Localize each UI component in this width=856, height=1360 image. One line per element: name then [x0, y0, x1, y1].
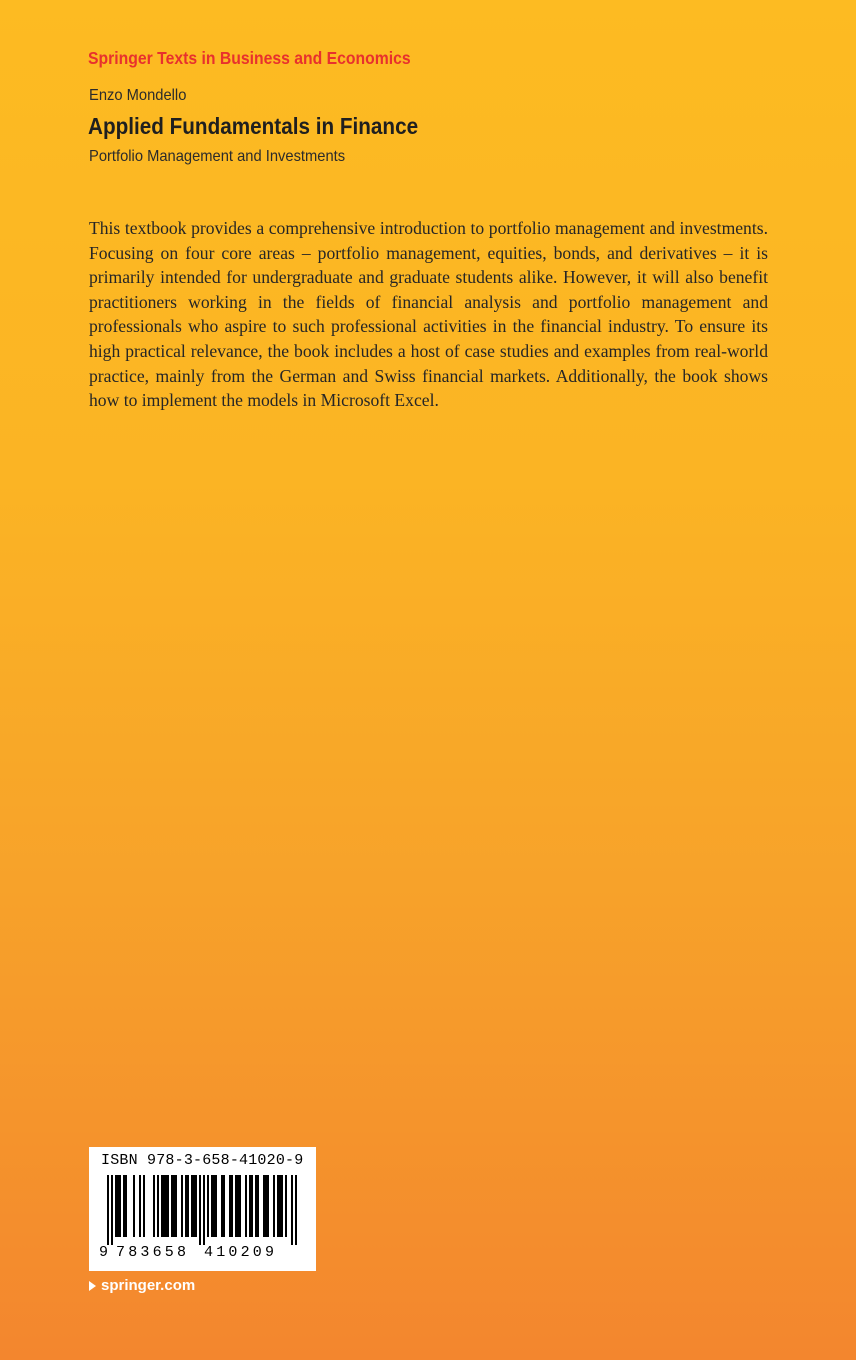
barcode-bar — [173, 1175, 175, 1237]
barcode-bar — [185, 1175, 187, 1237]
barcode-bar — [203, 1175, 205, 1245]
barcode-digit-first: 9 — [99, 1244, 109, 1261]
publisher-website-link[interactable] — [89, 1277, 195, 1294]
series-name: Springer Texts in Business and Economics — [88, 48, 411, 68]
arrow-right-icon — [89, 1281, 96, 1291]
barcode-bar — [281, 1175, 283, 1237]
barcode-bar — [229, 1175, 231, 1237]
barcode-bar — [171, 1175, 173, 1237]
book-subtitle: Portfolio Management and Investments — [89, 148, 346, 165]
barcode-bar — [107, 1175, 109, 1245]
barcode-bar — [249, 1175, 251, 1237]
barcode-bar — [273, 1175, 275, 1237]
barcode-bar — [267, 1175, 269, 1237]
barcode-digits — [99, 1244, 309, 1266]
barcode-bar — [195, 1175, 197, 1237]
barcode-bar — [181, 1175, 183, 1237]
barcode-bar — [165, 1175, 167, 1237]
barcode-bar — [221, 1175, 223, 1237]
barcode-bar — [237, 1175, 239, 1237]
barcode-bar — [213, 1175, 215, 1237]
barcode-bar — [139, 1175, 141, 1237]
barcode-box — [89, 1147, 316, 1271]
barcode-bar — [175, 1175, 177, 1237]
barcode-bar — [231, 1175, 233, 1237]
barcode-bar — [235, 1175, 237, 1237]
barcode-bar — [191, 1175, 193, 1237]
barcode-bar — [277, 1175, 279, 1237]
barcode-bar — [143, 1175, 145, 1237]
barcode-bar — [245, 1175, 247, 1237]
barcode-bar — [215, 1175, 217, 1237]
barcode-bar — [125, 1175, 127, 1237]
barcode-bar — [211, 1175, 213, 1237]
barcode-digits-left: 783658 — [116, 1244, 190, 1261]
barcode-bar — [115, 1175, 117, 1237]
book-description: This textbook provides a comprehensive introduction to portfolio management and investments. Focusing on four core areas – portfolio management, equities, bonds, and derivatives – it is primarily intended for undergraduate and graduate students alike. However, it will also benefit practitioners working in the fields of financial analysis and portfolio management and professionals who aspire to such professional activities in the financial industry. To ensure its high practical relevance, the book includes a host of case studies and examples from real-world practice, mainly from the German and Swiss financial markets. Additionally, the book shows how to implement the models in Microsoft Excel. — [89, 218, 768, 411]
barcode-bar — [239, 1175, 241, 1237]
barcode-bar — [199, 1175, 201, 1245]
barcode-bar — [123, 1175, 125, 1237]
barcode-bar — [111, 1175, 113, 1245]
barcode-bar — [161, 1175, 163, 1237]
barcode-bar — [265, 1175, 267, 1237]
barcode-bar — [167, 1175, 169, 1237]
barcode-bar — [207, 1175, 209, 1237]
barcode-bar — [263, 1175, 265, 1237]
barcode-bar — [133, 1175, 135, 1237]
barcode-bar — [295, 1175, 297, 1245]
barcode-bar — [255, 1175, 257, 1237]
barcode-bar — [251, 1175, 253, 1237]
barcode-bars — [107, 1175, 299, 1245]
barcode-bar — [163, 1175, 165, 1237]
website-label: springer.com — [101, 1277, 196, 1294]
book-title: Applied Fundamentals in Finance — [88, 113, 419, 139]
barcode-bar — [193, 1175, 195, 1237]
barcode-bar — [223, 1175, 225, 1237]
barcode-bar — [157, 1175, 159, 1237]
barcode-bar — [257, 1175, 259, 1237]
barcode-bar — [279, 1175, 281, 1237]
barcode-bar — [153, 1175, 155, 1237]
barcode-bar — [187, 1175, 189, 1237]
barcode-bar — [285, 1175, 287, 1237]
isbn-label: ISBN 978-3-658-41020-9 — [101, 1152, 304, 1169]
barcode-bar — [117, 1175, 119, 1237]
barcode-digits-right: 410209 — [204, 1244, 278, 1261]
barcode-bar — [291, 1175, 293, 1245]
barcode-bar — [119, 1175, 121, 1237]
author-name: Enzo Mondello — [89, 87, 187, 104]
